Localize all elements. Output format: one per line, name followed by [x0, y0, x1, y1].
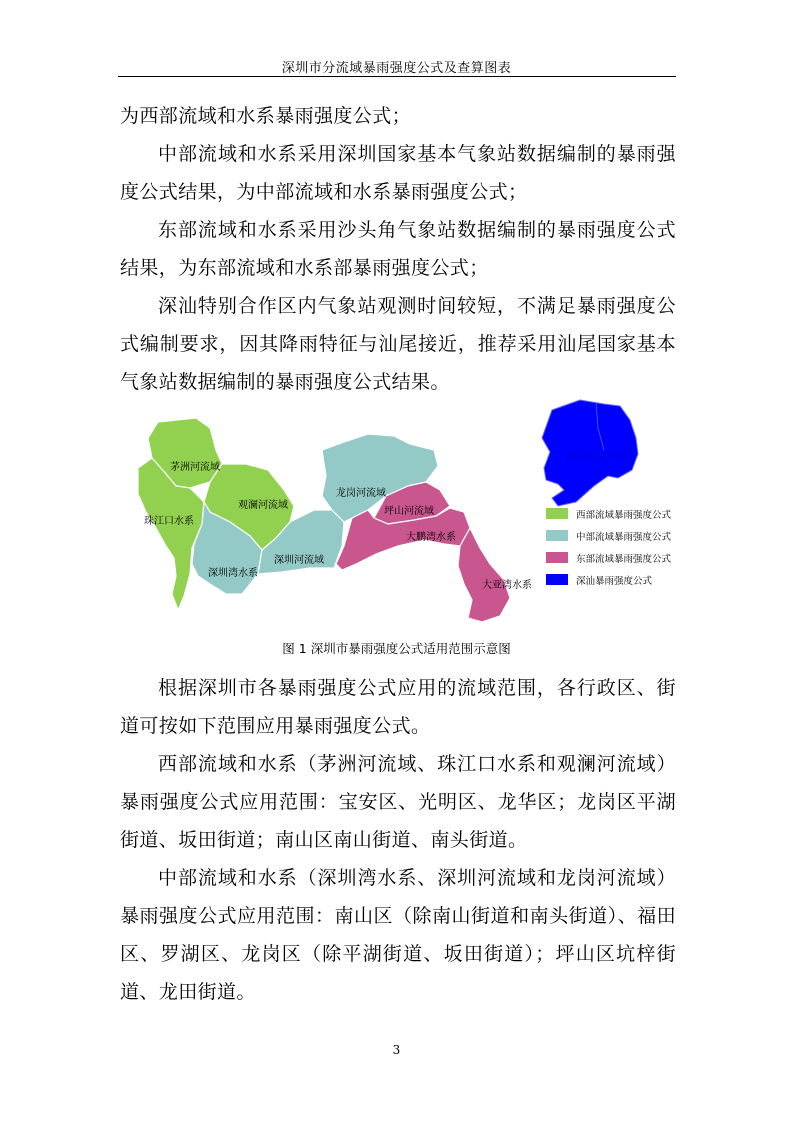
label-pingshan: 坪山河流域	[384, 506, 434, 517]
region-daya-bay	[458, 528, 510, 622]
label-zhujiang: 珠江口水系	[144, 516, 194, 527]
paragraph-3: 东部流域和水系采用沙头角气象站数据编制的暴雨强度公式结果，为东部流域和水系部暴雨强度公式；	[120, 219, 676, 279]
paragraph-5: 根据深圳市各暴雨强度公式应用的流域范围，各行政区、街道可按如下范围应用暴雨强度公式。	[120, 677, 676, 737]
paragraph-4: 深汕特别合作区内气象站观测时间较短，不满足暴雨强度公式编制要求，因其降雨特征与汕尾接近，推荐采用汕尾国家基本气象站数据编制的暴雨强度公式结果。	[120, 295, 676, 393]
legend-swatch-central	[546, 530, 568, 541]
running-header: 深圳市分流域暴雨强度公式及查算图表	[281, 61, 512, 76]
label-shenzhen-river: 深圳河流域	[274, 555, 324, 566]
legend-label-central: 中部流域暴雨强度公式	[576, 532, 672, 543]
legend-swatch-east	[546, 552, 568, 563]
legend-swatch-shenshan	[546, 574, 568, 585]
paragraph-6: 西部流域和水系（茅洲河流域、珠江口水系和观澜河流域）暴雨强度公式应用范围：宝安区、光明区、龙华区；龙岗区平湖街道、坂田街道；南山区南山街道、南头街道。	[120, 753, 676, 851]
label-longgang: 龙岗河流域	[336, 488, 386, 499]
legend-label-shenshan: 深汕暴雨强度公式	[576, 576, 653, 587]
paragraph-7: 中部流域和水系（深圳湾水系、深圳河流域和龙岗河流域）暴雨强度公式应用范围：南山区（除南山街道和南头街道）、福田区、罗湖区、龙岗区（除平湖街道、坂田街道）；坪山区坑梓街道、龙田街道。	[120, 867, 676, 1003]
label-dapeng-bay: 大鹏湾水系	[406, 532, 456, 543]
label-shenshan: 深汕特别合作区	[566, 452, 636, 463]
page-number: 3	[392, 1043, 401, 1057]
paragraph-2: 中部流域和水系采用深圳国家基本气象站数据编制的暴雨强度公式结果，为中部流域和水系暴雨强度公式；	[120, 143, 676, 203]
paragraph-1: 为西部流域和水系暴雨强度公式；	[120, 105, 412, 127]
label-guanlan: 观澜河流域	[238, 500, 288, 511]
label-shenzhen-bay: 深圳湾水系	[208, 568, 258, 579]
legend-swatch-west	[546, 508, 568, 519]
header-rule	[118, 76, 676, 77]
figure-caption: 图 1 深圳市暴雨强度公式适用范围示意图	[282, 641, 511, 656]
label-maozhou: 茅洲河流域	[170, 462, 220, 473]
legend-label-west: 西部流域暴雨强度公式	[576, 510, 672, 521]
map-legend	[546, 508, 672, 587]
watershed-map	[118, 398, 680, 630]
label-daya-bay: 大亚湾水系	[482, 580, 532, 591]
legend-label-east: 东部流域暴雨强度公式	[576, 554, 672, 565]
